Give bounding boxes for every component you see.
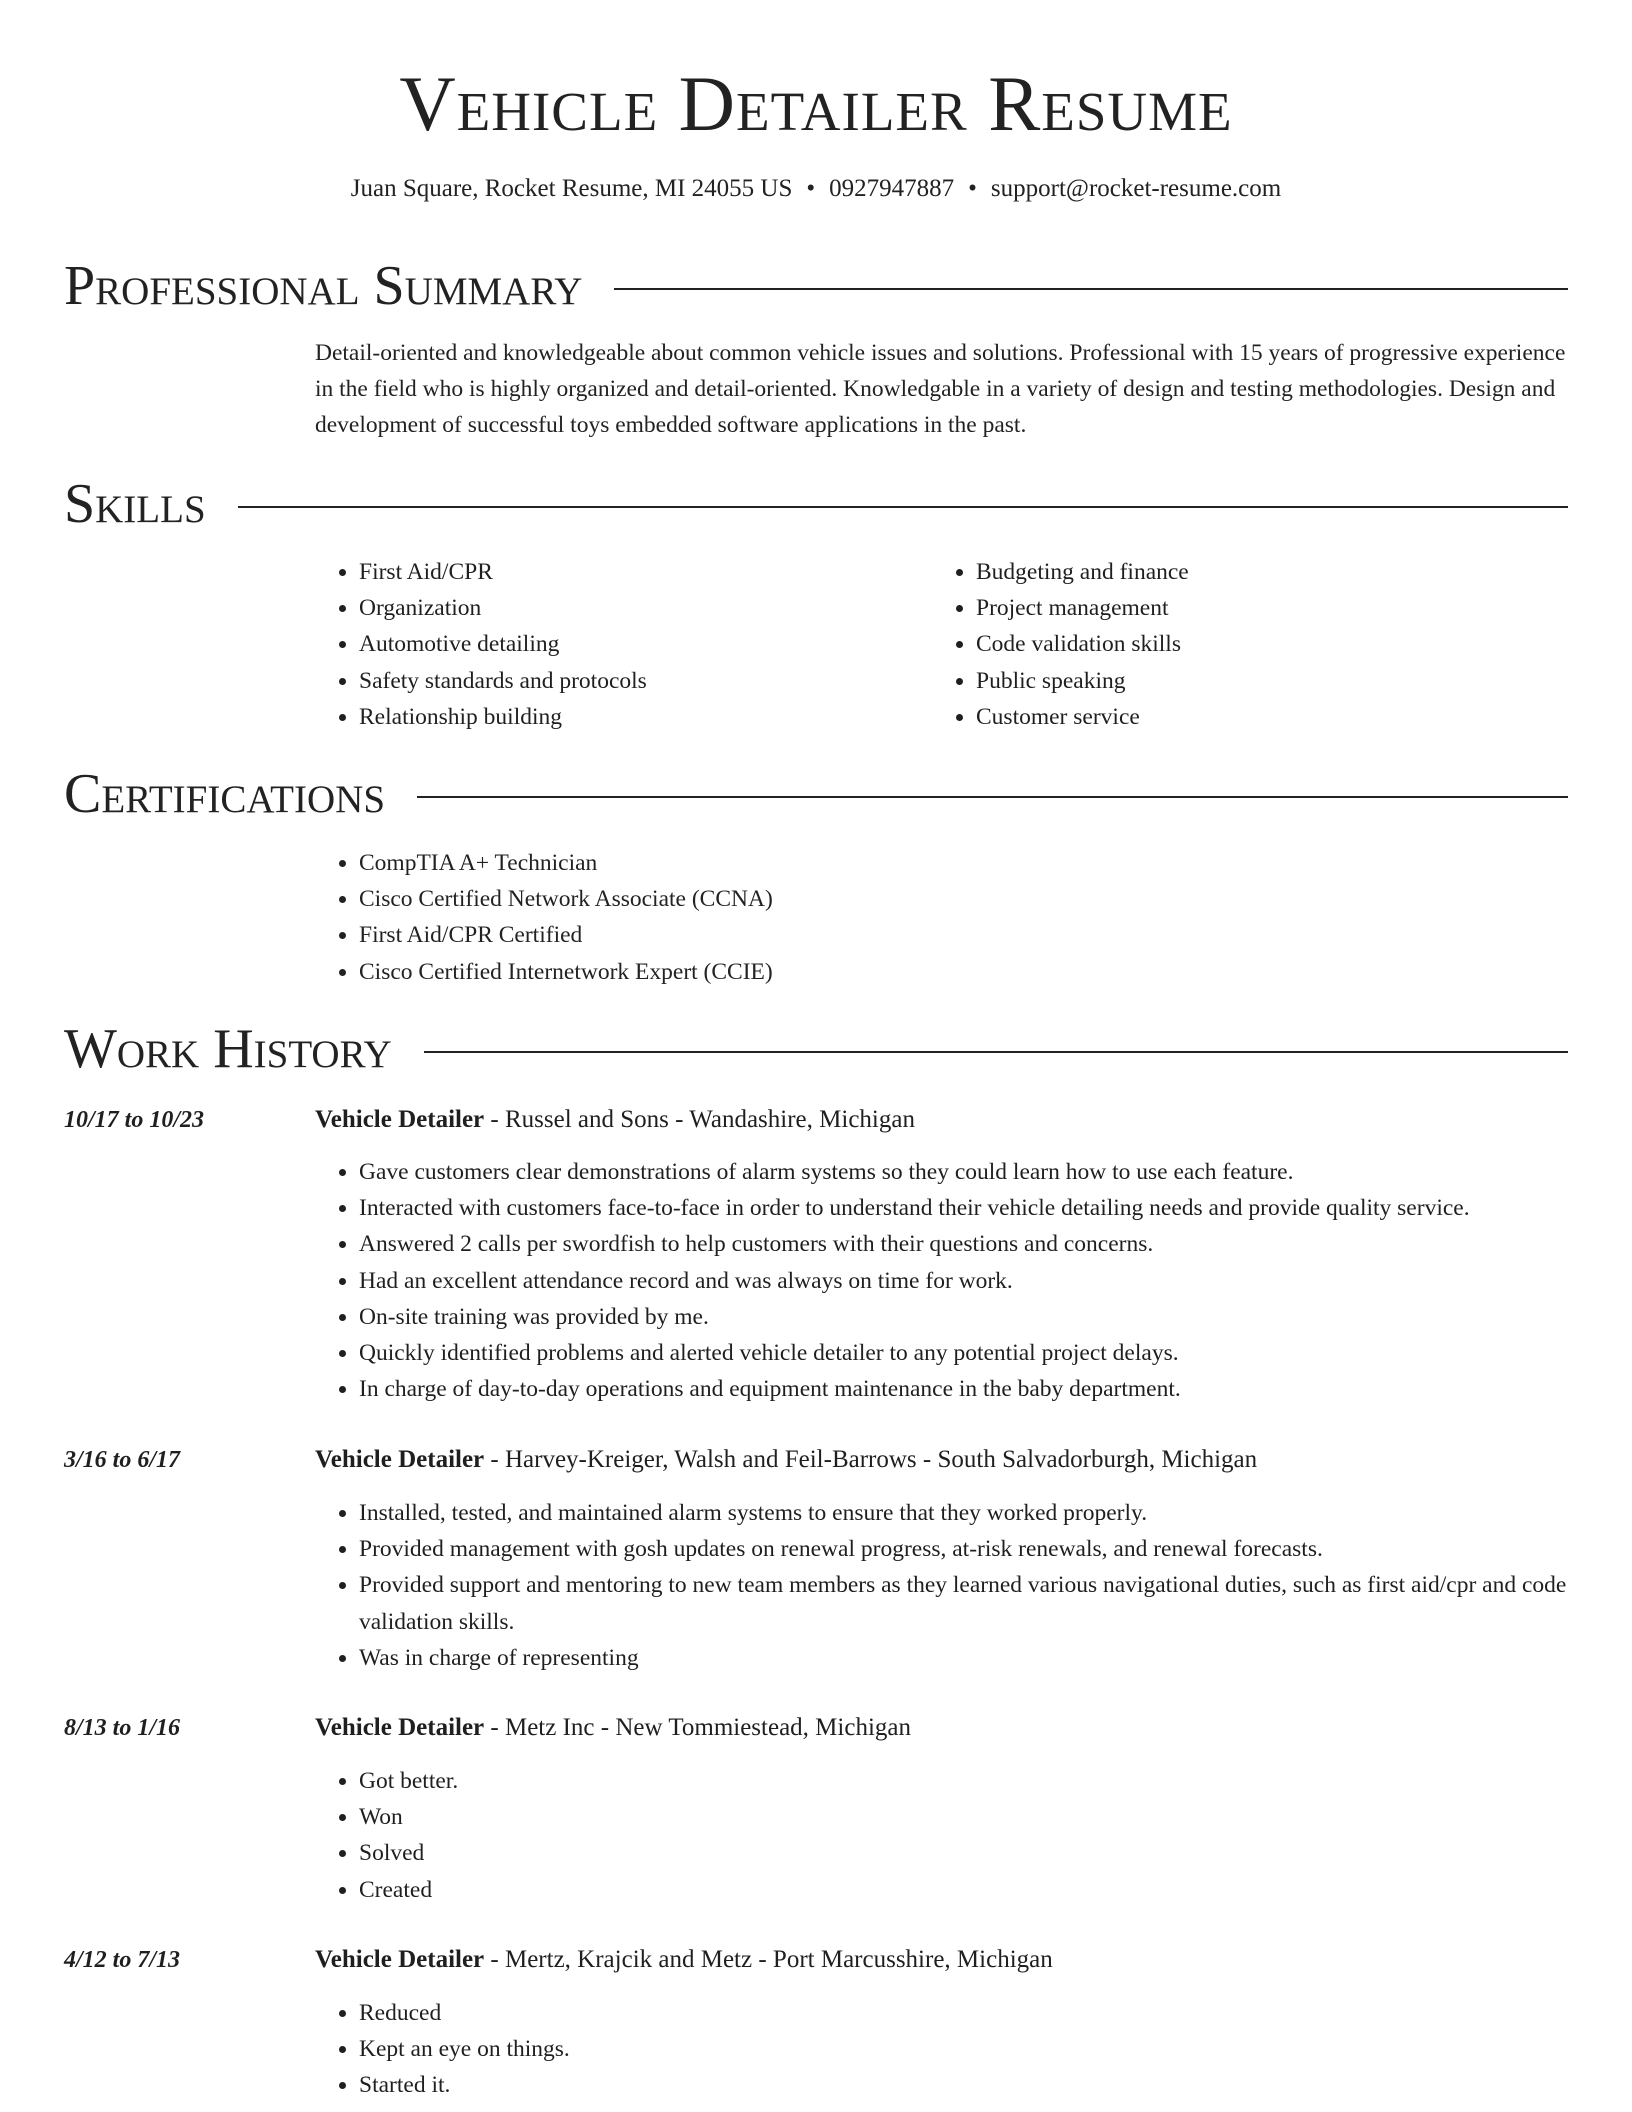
certifications-heading: Certifications [64,763,386,825]
job-heading [315,1442,1257,1478]
contact-phone: 0927947887 [829,175,955,202]
job-role: Vehicle Detailer [315,1714,485,1741]
job-dates: 10/17 to 10/23 [64,1107,205,1133]
job-company: - Metz Inc - New Tommiestead, Michigan [484,1714,911,1741]
list-item: • First Aid/CPR Certified [359,917,1568,953]
skills-section-header [64,472,1568,536]
skills-column-left [315,554,932,735]
contact-email: support@rocket-resume.com [990,175,1282,202]
list-item: • Automotive detailing [359,626,932,662]
list-item: • Installed, tested, and maintained alarm systems to ensure that they worked properly. [359,1495,1568,1531]
list-item: • Got better. [359,1763,1568,1799]
list-item: • Reduced [359,1995,1568,2031]
list-item: • Provided management with gosh updates on renewal progress, at-risk renewals, and renewal forecasts. [359,1531,1568,1567]
contact-line [0,172,1632,206]
job-heading [315,1942,1053,1978]
list-item: • Interacted with customers face-to-face in order to understand their vehicle detailing needs and provide quality service. [359,1190,1568,1226]
list-item: • CompTIA A+ Technician [359,845,1568,881]
list-item: • Budgeting and finance [976,554,1549,590]
list-item: • Cisco Certified Internetwork Expert (CCIE) [359,954,1568,990]
job-company: - Russel and Sons - Wandashire, Michigan [484,1106,915,1133]
list-item: • Public speaking [976,663,1549,699]
contact-address: Juan Square, Rocket Resume, MI 24055 US [350,175,793,202]
list-item: • Quickly identified problems and alerted vehicle detailer to any potential project delays. [359,1335,1568,1371]
list-item: • Won [359,1799,1568,1835]
job-company: - Harvey-Kreiger, Walsh and Feil-Barrows - South Salvadorburgh, Michigan [484,1446,1258,1473]
list-item: • Solved [359,1835,1568,1871]
list-item: • Had an excellent attendance record and was always on time for work. [359,1263,1568,1299]
job-role: Vehicle Detailer [315,1106,485,1133]
list-item: • Safety standards and protocols [359,663,932,699]
job-heading [315,1102,915,1138]
list-item: • Was in charge of representing [359,1640,1568,1676]
job-heading [315,1710,911,1746]
list-item: • Kept an eye on things. [359,2031,1568,2067]
skills-list [315,554,1568,735]
contact-separator: • [968,175,977,202]
contact-separator: • [806,175,816,202]
list-item: • Cisco Certified Network Associate (CCNA) [359,881,1568,917]
list-item: • Organization [359,590,932,626]
job-company: - Mertz, Krajcik and Metz - Port Marcusshire, Michigan [484,1946,1053,1973]
job-bullets [315,1995,1568,2104]
job-bullets [315,1763,1568,1908]
summary-section-header [64,254,1568,318]
certifications-list [315,845,1568,990]
list-item: • Created [359,1872,1568,1908]
list-item: • Started it. [359,2067,1568,2103]
job-dates: 3/16 to 6/17 [64,1447,181,1473]
list-item: • Code validation skills [976,626,1549,662]
list-item: • Provided support and mentoring to new team members as they learned various navigational duties, such as first aid/cpr and code validation skills. [359,1567,1568,1639]
skills-heading: Skills [64,473,206,535]
job-role: Vehicle Detailer [315,1446,485,1473]
certifications-section-header [64,762,1568,826]
list-item: • First Aid/CPR [359,554,932,590]
resume-title: Vehicle Detailer Resume [399,60,1233,147]
job-role: Vehicle Detailer [315,1946,485,1973]
summary-heading: Professional Summary [64,255,583,317]
work-history-section-header [64,1017,1568,1081]
list-item: • Gave customers clear demonstrations of alarm systems so they could learn how to use each feature. [359,1154,1568,1190]
section-divider [614,288,1568,290]
job-bullets [315,1495,1568,1676]
list-item: • Customer service [976,699,1549,735]
list-item: • Answered 2 calls per swordfish to help customers with their questions and concerns. [359,1226,1568,1262]
section-divider [417,796,1568,798]
list-item: • Project management [976,590,1549,626]
skills-column-right [932,554,1549,735]
work-history-heading: Work History [64,1018,392,1080]
list-item: • Relationship building [359,699,932,735]
section-divider [238,506,1568,508]
list-item: • On-site training was provided by me. [359,1299,1568,1335]
job-bullets [315,1154,1568,1407]
job-dates: 8/13 to 1/16 [64,1715,181,1741]
list-item: • In charge of day-to-day operations and equipment maintenance in the baby department. [359,1371,1568,1407]
section-divider [424,1051,1568,1053]
job-dates: 4/12 to 7/13 [64,1947,181,1973]
summary-text: Detail-oriented and knowledgeable about common vehicle issues and solutions. Professional with 15 years of progressive experience in the field who is highly organized and detail-oriented. Knowledgable in a variety of design and testing methodologies. Design and development of successful toys embedded software applications in the past. [315,340,1566,438]
